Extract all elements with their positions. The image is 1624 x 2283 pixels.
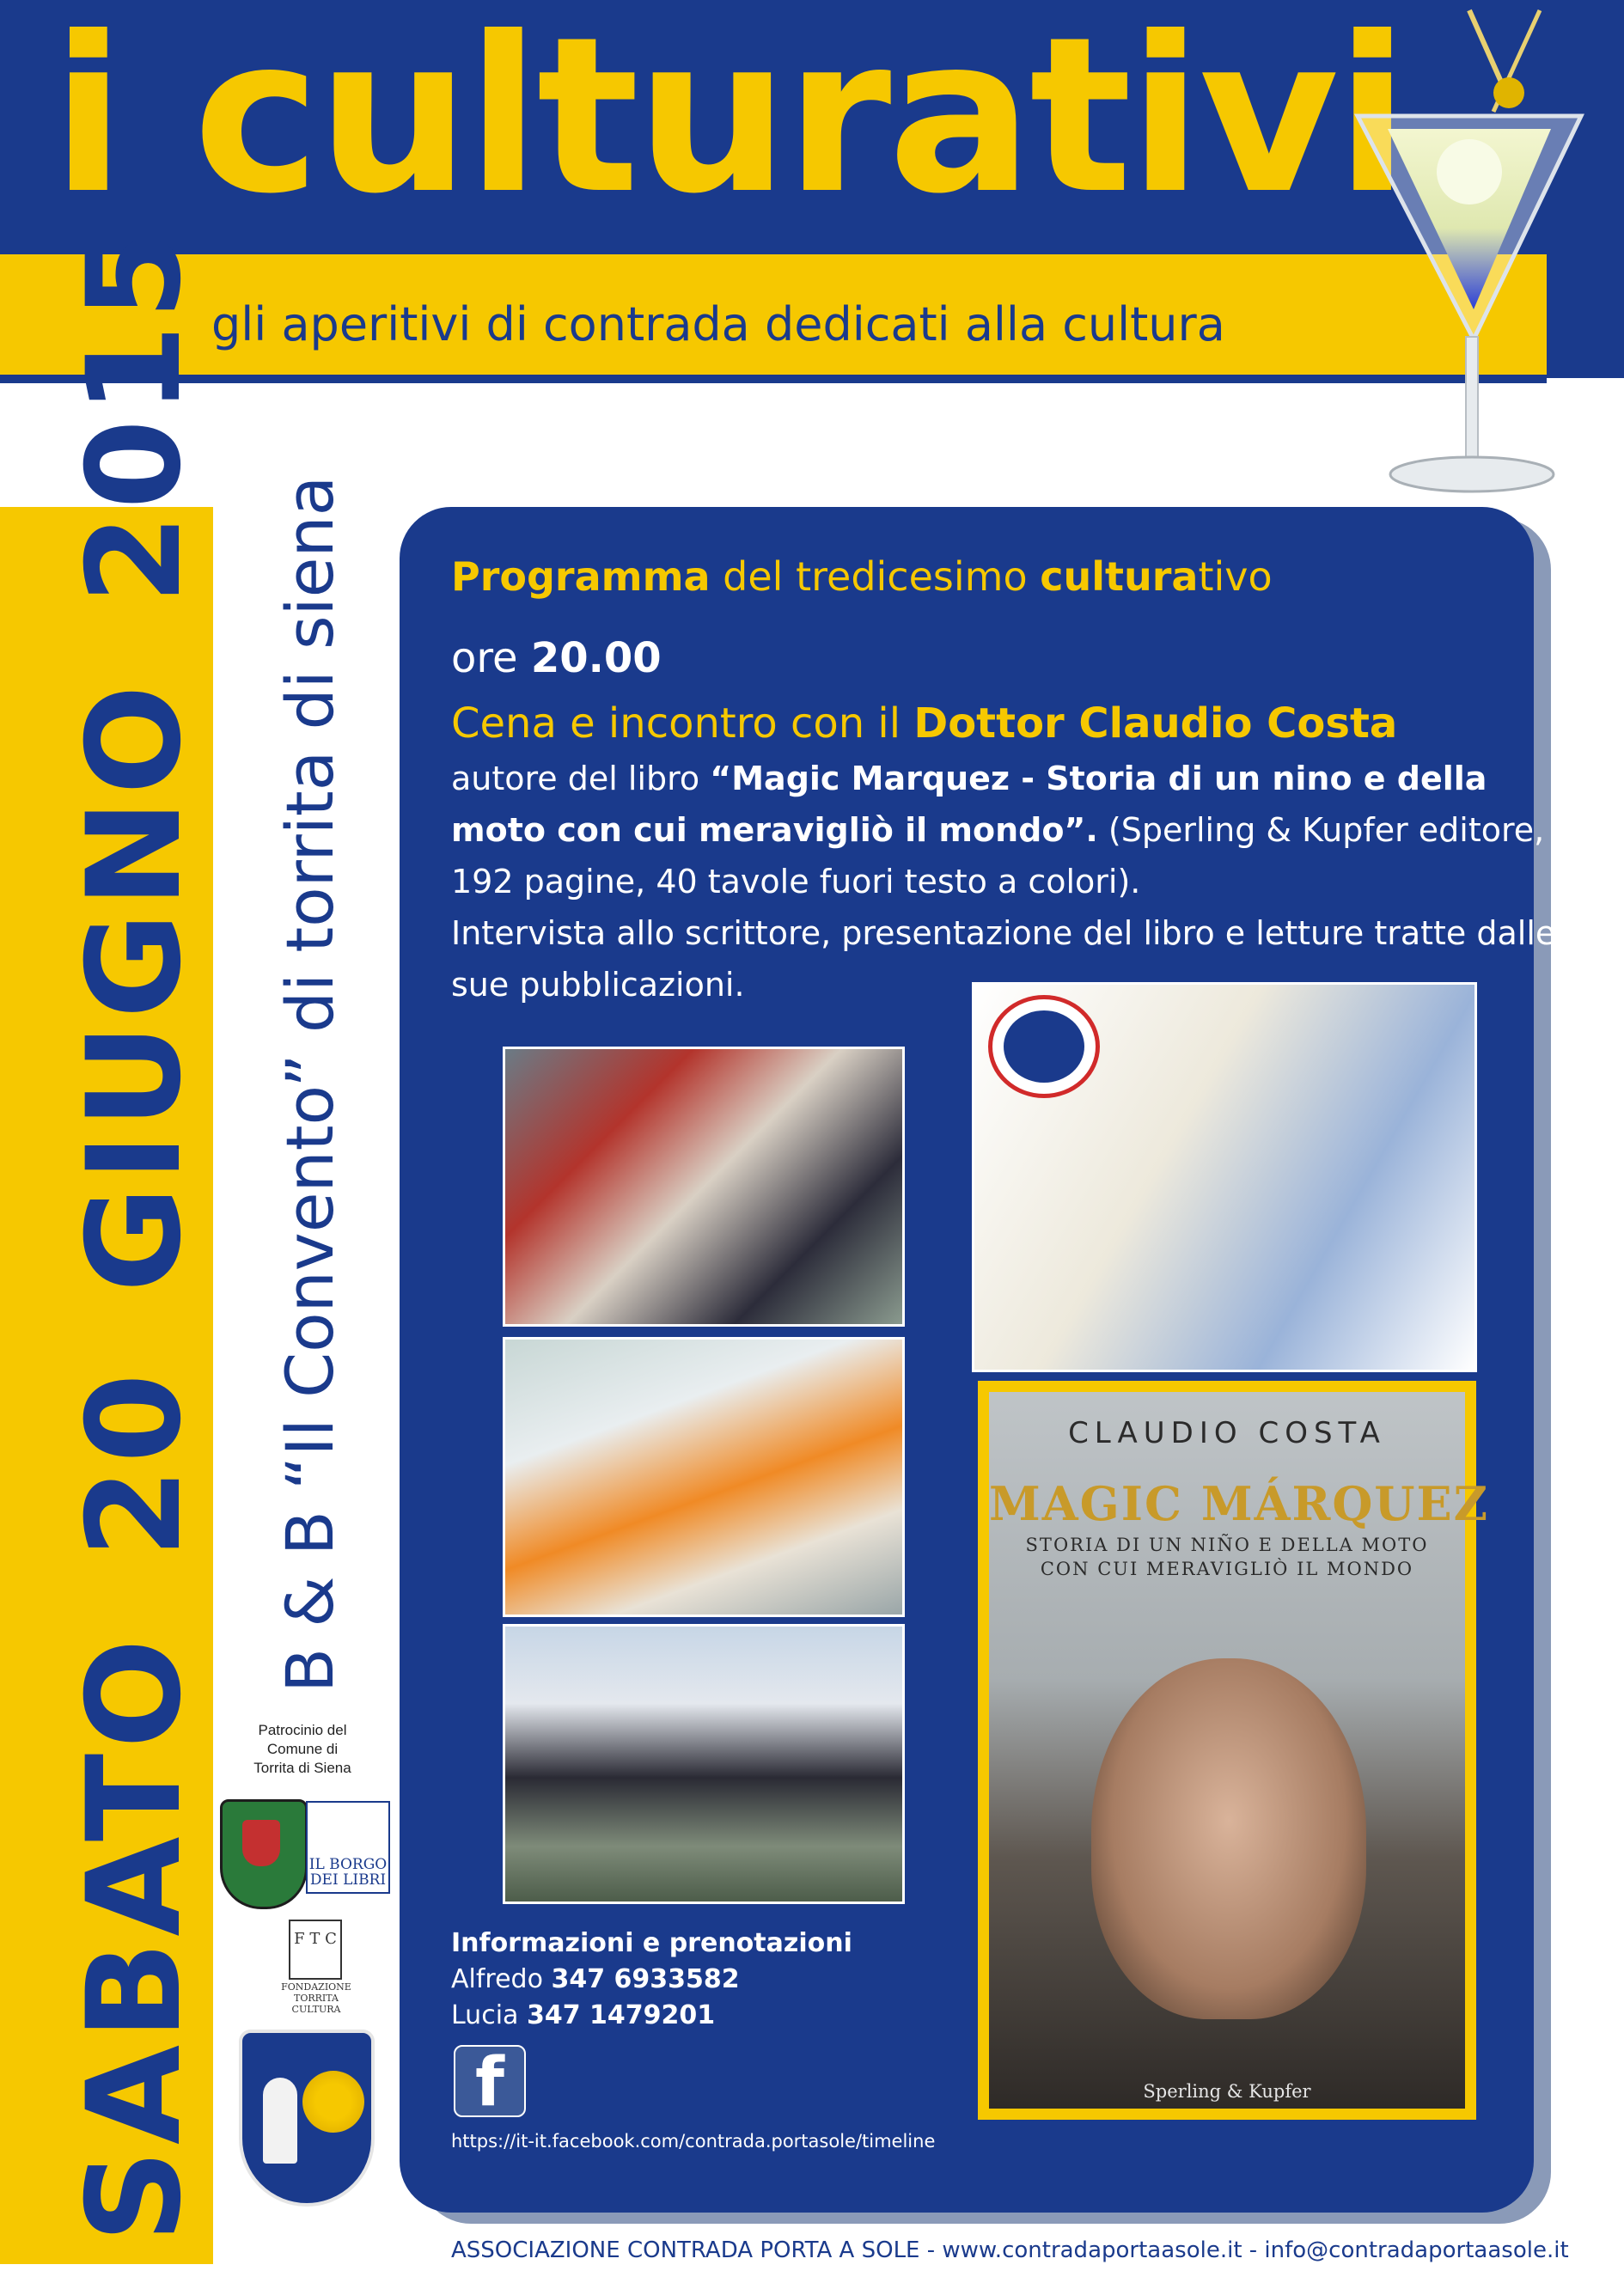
patronage-line-2: Comune di [266,1741,339,1758]
book-cover-portrait [1091,1658,1366,2019]
time-value: 20.00 [530,634,662,682]
dinner-guest: Dottor Claudio Costa [913,699,1398,748]
program-heading-1: Programma [451,553,711,600]
program-heading-3: cultura [1040,553,1199,600]
ftc-logo [289,1920,342,1980]
footer-contacts: ASSOCIAZIONE CONTRADA PORTA A SOLE - www.contradaportaasole.it - info@contradaportaasole.it [451,2237,1569,2263]
photo-marquez-costa-paddock [503,1047,905,1327]
contact-title: Informazioni e prenotazioni [451,1928,852,1958]
book-author: CLAUDIO COSTA [1068,1416,1386,1450]
page-subtitle: gli aperitivi di contrada dedicati alla cultura [211,297,1225,351]
martini-glass-icon [1340,0,1590,498]
program-heading [451,553,1273,600]
photo-clinica-interior [503,1337,905,1617]
time-prefix: ore [451,634,531,682]
borgo-line-1: IL BORGO [308,1856,388,1873]
program-line-5: sue pubblicazioni. [451,966,745,1004]
program-heading-2: del tredicesimo [710,553,1041,600]
program-line-2 [451,811,1544,849]
torrita-crest-center [242,1820,280,1866]
borgo-line-2: DEI LIBRI [309,1871,387,1889]
contact-person-2: Lucia [451,2000,527,2030]
line-2a: moto con cui meravigliò il mondo”. [451,811,1098,849]
program-line-3: 192 pagine, 40 tavole fuori testo a colori). [451,863,1141,900]
line-1a: autore del libro [451,760,711,797]
dinner-prefix: Cena e incontro con il [451,699,914,748]
program-dinner [451,699,1397,748]
event-venue: B & B “Il Convento” di torrita di siena [272,475,348,1693]
patronage-line-1: Patrocinio del [258,1722,347,1738]
ftc-name [272,1981,361,2016]
book-subtitle-2: CON CUI MERAVIGLIÒ IL MONDO [1040,1559,1414,1579]
photo-clinica-mobile-group [503,1624,905,1904]
program-heading-4: tivo [1198,553,1273,600]
ftc-letters: F T C [294,1930,337,1948]
event-date: SABATO 20 GIUGNO 2015 [60,224,210,2243]
book-title: MAGIC MÁRQUEZ [989,1476,1490,1531]
patronage-line-3: Torrita di Siena [253,1760,351,1777]
shield-sun-icon [302,2071,364,2133]
ftc-line-1: FONDAZIONE [281,1981,351,1993]
book-publisher: Sperling & Kupfer [1143,2081,1311,2102]
line-2b: (Sperling & Kupfer editore, [1097,811,1545,849]
borgo-dei-libri-text [306,1858,390,1889]
line-1b: “Magic Marquez - Storia di un nino e della [710,760,1487,797]
contact-line-1 [451,1964,740,1994]
program-time [451,634,662,682]
header-divider [0,376,1547,383]
patronage-note [225,1721,380,1778]
facebook-icon-letter[interactable]: f [475,2044,504,2121]
page-title: i culturativi [52,0,1406,241]
book-subtitle-1: STORIA DI UN NIÑO E DELLA MOTO [1025,1535,1429,1555]
team-logo-center [1004,1010,1084,1083]
facebook-link[interactable]: https://it-it.facebook.com/contrada.portasole/timeline [451,2131,936,2152]
contact-line-2 [451,2000,715,2030]
ftc-line-3: CULTURA [291,2004,341,2016]
program-line-4: Intervista allo scrittore, presentazione del libro e letture tratte dalle [451,914,1556,952]
contact-phone-1[interactable]: 347 6933582 [551,1964,740,1994]
shield-arch [263,2078,297,2164]
ftc-line-2: TORRITA [294,1993,339,2005]
contact-person-1: Alfredo [451,1964,552,1994]
contact-phone-2[interactable]: 347 1479201 [526,2000,716,2030]
program-line-1 [451,760,1487,797]
